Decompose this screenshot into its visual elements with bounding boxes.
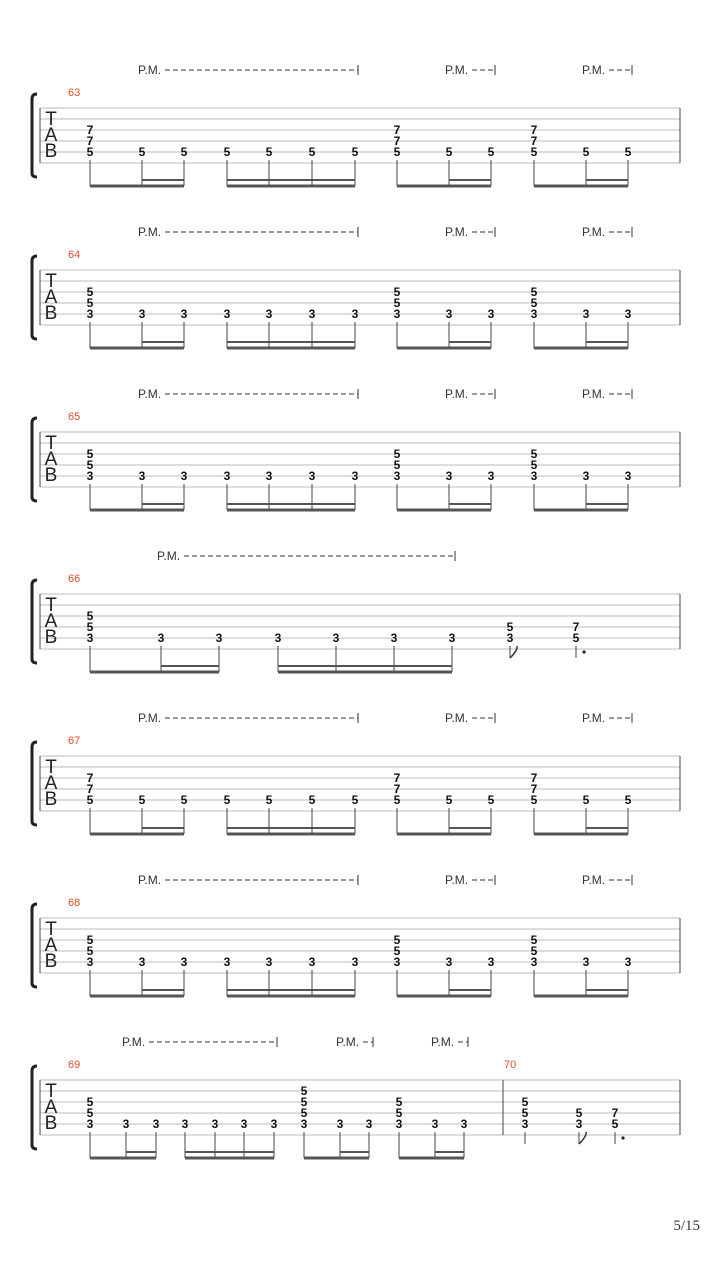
beam [227,347,355,350]
fret-number: 5 [530,296,538,310]
palm-mute-label: P.M. [582,225,606,239]
beam [90,833,184,836]
fret-number: 5 [582,145,590,159]
fret-number: 5 [351,793,359,807]
fret-number: 3 [122,1117,130,1131]
fret-number: 5 [395,1106,403,1120]
fret-number: 3 [582,469,590,483]
tab-clef-letter: T [45,595,57,616]
palm-mute-label: P.M. [445,225,469,239]
fret-number: 3 [445,469,453,483]
fret-number: 7 [530,134,538,148]
fret-number: 5 [530,458,538,472]
fret-number: 3 [487,955,495,969]
fret-number: 5 [487,793,495,807]
note-flag [579,1132,586,1144]
palm-mute-label: P.M. [445,873,469,887]
beam [90,671,219,674]
fret-number: 5 [530,145,538,159]
palm-mute-label: P.M. [157,549,181,563]
beam [90,185,184,188]
beam [397,347,491,350]
beam [227,995,355,998]
beam [304,1157,369,1160]
beam [227,509,355,512]
fret-number: 3 [351,469,359,483]
fret-number: 3 [86,1117,94,1131]
fret-number: 7 [393,134,401,148]
fret-number: 5 [393,458,401,472]
fret-number: 3 [138,469,146,483]
beam-secondary [142,989,184,991]
tab-clef-letter: A [44,287,58,308]
tab-clef-letter: B [44,627,58,648]
fret-number: 3 [265,469,273,483]
fret-number: 7 [393,782,401,796]
tab-clef-letter: A [44,125,58,146]
fret-number: 3 [181,1117,189,1131]
fret-number: 3 [448,631,456,645]
beam-secondary [126,1151,156,1153]
fret-number: 3 [351,307,359,321]
fret-number: 5 [265,793,273,807]
beam-secondary [435,1151,464,1153]
beam-secondary [185,1151,274,1153]
fret-number: 5 [393,944,401,958]
system-bracket [32,742,37,825]
fret-number: 3 [431,1117,439,1131]
beam-secondary [142,827,184,829]
fret-number: 5 [445,145,453,159]
fret-number: 3 [575,1117,583,1131]
fret-number: 7 [86,134,94,148]
fret-number: 5 [86,933,94,947]
fret-number: 3 [395,1117,403,1131]
beam-secondary [142,341,184,343]
beam-secondary [449,179,491,181]
fret-number: 3 [223,307,231,321]
fret-number: 3 [445,955,453,969]
beam [534,833,628,836]
fret-number: 3 [308,469,316,483]
fret-number: 3 [138,955,146,969]
beam-secondary [586,179,628,181]
palm-mute-label: P.M. [122,1035,146,1049]
beam [397,185,491,188]
fret-number: 3 [530,955,538,969]
fret-number: 3 [215,631,223,645]
tab-clef-letter: B [44,141,58,162]
palm-mute-label: P.M. [138,873,162,887]
palm-mute-label: P.M. [138,225,162,239]
fret-number: 3 [86,955,94,969]
measure-number: 65 [68,411,81,423]
beam-secondary [586,503,628,505]
fret-number: 3 [240,1117,248,1131]
fret-number: 3 [624,469,632,483]
note-flag [510,646,517,658]
beam-secondary [586,989,628,991]
palm-mute-label: P.M. [445,711,469,725]
fret-number: 5 [300,1106,308,1120]
fret-number: 5 [86,793,94,807]
fret-number: 3 [445,307,453,321]
fret-number: 5 [393,793,401,807]
fret-number: 3 [460,1117,468,1131]
palm-mute-label: P.M. [582,387,606,401]
fret-number: 5 [572,631,580,645]
fret-number: 3 [582,307,590,321]
beam-secondary [449,341,491,343]
fret-number: 7 [86,782,94,796]
beam [227,833,355,836]
measure-number: 69 [68,1059,81,1071]
beam [534,347,628,350]
tab-clef-letter: B [44,789,58,810]
fret-number: 7 [530,771,538,785]
fret-number: 7 [530,782,538,796]
palm-mute-label: P.M. [582,711,606,725]
fret-number: 7 [86,771,94,785]
fret-number: 5 [530,447,538,461]
fret-number: 3 [351,955,359,969]
beam-secondary [449,503,491,505]
beam-secondary [227,341,355,343]
fret-number: 5 [308,145,316,159]
fret-number: 3 [530,307,538,321]
beam [534,185,628,188]
fret-number: 5 [530,793,538,807]
palm-mute-label: P.M. [445,387,469,401]
tab-clef-letter: T [45,919,57,940]
beam [90,995,184,998]
beam-secondary [227,503,355,505]
beam-secondary [227,989,355,991]
fret-number: 5 [265,145,273,159]
beam-secondary [278,665,452,667]
beam [397,833,491,836]
tab-clef-letter: B [44,465,58,486]
fret-number: 5 [521,1106,529,1120]
fret-number: 5 [138,793,146,807]
fret-number: 3 [308,307,316,321]
fret-number: 7 [393,771,401,785]
fret-number: 5 [611,1117,619,1131]
fret-number: 5 [393,933,401,947]
fret-number: 5 [521,1095,529,1109]
fret-number: 5 [86,285,94,299]
fret-number: 3 [393,307,401,321]
fret-number: 3 [223,955,231,969]
measure-number: 67 [68,735,81,747]
tab-clef-letter: B [44,303,58,324]
fret-number: 3 [265,955,273,969]
fret-number: 5 [86,447,94,461]
system-bracket [32,94,37,177]
system-bracket [32,418,37,501]
tab-clef-letter: B [44,1113,58,1134]
fret-number: 7 [86,123,94,137]
palm-mute-label: P.M. [582,873,606,887]
fret-number: 5 [308,793,316,807]
tab-clef-letter: T [45,1081,57,1102]
fret-number: 3 [274,631,282,645]
fret-number: 3 [211,1117,219,1131]
palm-mute-label: P.M. [138,711,162,725]
palm-mute-label: P.M. [582,63,606,77]
palm-mute-label: P.M. [138,387,162,401]
tab-clef-letter: T [45,757,57,778]
fret-number: 3 [506,631,514,645]
fret-number: 5 [582,793,590,807]
measure-number: 70 [504,1059,517,1071]
measure-number: 66 [68,573,81,585]
system-bracket [32,904,37,987]
beam [90,509,184,512]
fret-number: 3 [180,307,188,321]
fret-number: 5 [351,145,359,159]
fret-number: 5 [86,458,94,472]
beam [90,1157,156,1160]
fret-number: 3 [223,469,231,483]
fret-number: 3 [308,955,316,969]
fret-number: 3 [86,469,94,483]
fret-number: 5 [393,145,401,159]
beam [227,185,355,188]
tab-clef-letter: T [45,433,57,454]
fret-number: 5 [393,447,401,461]
beam-secondary [586,827,628,829]
fret-number: 5 [86,944,94,958]
fret-number: 3 [86,307,94,321]
fret-number: 7 [393,123,401,137]
fret-number: 5 [86,1106,94,1120]
beam-secondary [340,1151,369,1153]
fret-number: 5 [530,944,538,958]
fret-number: 7 [611,1106,619,1120]
fret-number: 5 [393,296,401,310]
tab-clef-letter: T [45,271,57,292]
fret-number: 3 [180,955,188,969]
fret-number: 3 [180,469,188,483]
beam [278,671,452,674]
fret-number: 3 [624,307,632,321]
tab-clef-letter: A [44,935,58,956]
fret-number: 5 [86,620,94,634]
tab-clef-letter: A [44,773,58,794]
note-dot [582,650,585,653]
fret-number: 5 [180,793,188,807]
palm-mute-label: P.M. [336,1035,360,1049]
beam-secondary [586,341,628,343]
fret-number: 5 [300,1084,308,1098]
fret-number: 3 [152,1117,160,1131]
beam [397,509,491,512]
fret-number: 3 [393,469,401,483]
fret-number: 3 [265,307,273,321]
fret-number: 3 [300,1117,308,1131]
beam [534,995,628,998]
beam-secondary [142,503,184,505]
palm-mute-label: P.M. [138,63,162,77]
fret-number: 5 [445,793,453,807]
fret-number: 3 [86,631,94,645]
fret-number: 3 [530,469,538,483]
tab-clef-letter: A [44,1097,58,1118]
fret-number: 5 [530,285,538,299]
fret-number: 3 [487,307,495,321]
fret-number: 5 [86,145,94,159]
fret-number: 5 [86,609,94,623]
fret-number: 5 [86,1095,94,1109]
tab-clef-letter: A [44,449,58,470]
beam-secondary [142,179,184,181]
note-dot [621,1136,624,1139]
fret-number: 5 [624,145,632,159]
system-bracket [32,1066,37,1149]
system-bracket [32,580,37,663]
beam-secondary [227,179,355,181]
fret-number: 3 [138,307,146,321]
fret-number: 7 [572,620,580,634]
fret-number: 5 [180,145,188,159]
measure-number: 68 [68,897,81,909]
fret-number: 5 [393,285,401,299]
beam [185,1157,274,1160]
fret-number: 5 [86,296,94,310]
beam-secondary [449,827,491,829]
tab-clef-letter: B [44,951,58,972]
beam-secondary [227,827,355,829]
fret-number: 3 [487,469,495,483]
fret-number: 3 [521,1117,529,1131]
beam [534,509,628,512]
fret-number: 5 [223,145,231,159]
fret-number: 3 [393,955,401,969]
tab-clef-letter: T [45,109,57,130]
beam [90,347,184,350]
measure-number: 63 [68,87,81,99]
fret-number: 5 [138,145,146,159]
fret-number: 3 [624,955,632,969]
fret-number: 3 [332,631,340,645]
fret-number: 5 [530,933,538,947]
fret-number: 3 [157,631,165,645]
fret-number: 5 [487,145,495,159]
page-number: 5/15 [673,1218,700,1234]
beam-secondary [449,989,491,991]
beam [399,1157,464,1160]
fret-number: 5 [624,793,632,807]
fret-number: 3 [365,1117,373,1131]
beam-secondary [161,665,219,667]
fret-number: 3 [336,1117,344,1131]
tab-clef-letter: A [44,611,58,632]
fret-number: 5 [300,1095,308,1109]
fret-number: 5 [575,1106,583,1120]
fret-number: 3 [582,955,590,969]
fret-number: 5 [506,620,514,634]
measure-number: 64 [68,249,81,261]
fret-number: 7 [530,123,538,137]
fret-number: 5 [223,793,231,807]
fret-number: 3 [390,631,398,645]
palm-mute-label: P.M. [445,63,469,77]
beam [397,995,491,998]
fret-number: 5 [395,1095,403,1109]
fret-number: 3 [270,1117,278,1131]
palm-mute-label: P.M. [431,1035,455,1049]
system-bracket [32,256,37,339]
